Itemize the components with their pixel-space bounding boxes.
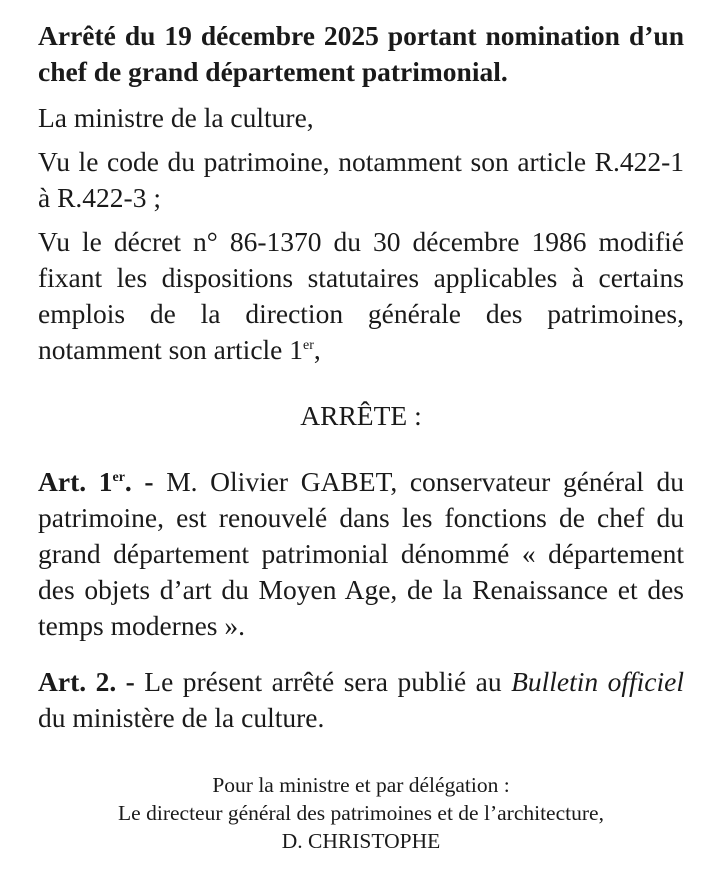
article-2-label: Art. 2. -: [38, 666, 135, 697]
article-1-label: [38, 466, 154, 497]
signature-line-2: Le directeur général des patrimoines et de l’architecture,: [118, 801, 604, 825]
article-2-text-after: du ministère de la culture.: [38, 702, 325, 733]
article-1-text: M. Olivier GABET, conservateur général du patrimoine, est renouvelé dans les fonctions de chef du grand département patrimonial dénommé « département des objets d’art du Moyen Age, de la Renaissance et des temps modernes ».: [38, 466, 684, 641]
signature-line-1: Pour la ministre et par délégation :: [212, 773, 510, 797]
vu-decret-end: ,: [313, 334, 321, 365]
document-title: Arrêté du 19 décembre 2025 portant nomination d’un chef de grand département patrimonial.: [38, 20, 684, 87]
vu-decret-superscript: er: [303, 337, 314, 353]
vu-decret: [38, 224, 684, 368]
article-1-label-end: . -: [124, 466, 154, 497]
signature-name: D. CHRISTOPHE: [281, 829, 441, 853]
document-body: [38, 18, 684, 736]
vu-decret-text: Vu le décret n° 86-1370 du 30 décembre 1986 modifié fixant les dispositions statutaires applicables à certains emplois de la direction générale des patrimoines, notamment son article 1: [38, 226, 684, 365]
arrete-heading: ARRÊTE :: [300, 400, 422, 431]
article-1-label-superscript: er: [112, 469, 125, 485]
article-1: [38, 464, 684, 644]
article-1-label-main: Art. 1: [38, 466, 113, 497]
signature-block: [38, 771, 684, 855]
vu-code-patrimoine: Vu le code du patrimoine, notamment son article R.422-1 à R.422-3 ;: [38, 146, 684, 213]
article-2: [38, 664, 684, 736]
article-2-text-before: Le présent arrêté sera publié au: [134, 666, 512, 697]
minister-line: La ministre de la culture,: [38, 102, 314, 133]
article-2-italic-title: Bulletin officiel: [511, 666, 684, 697]
